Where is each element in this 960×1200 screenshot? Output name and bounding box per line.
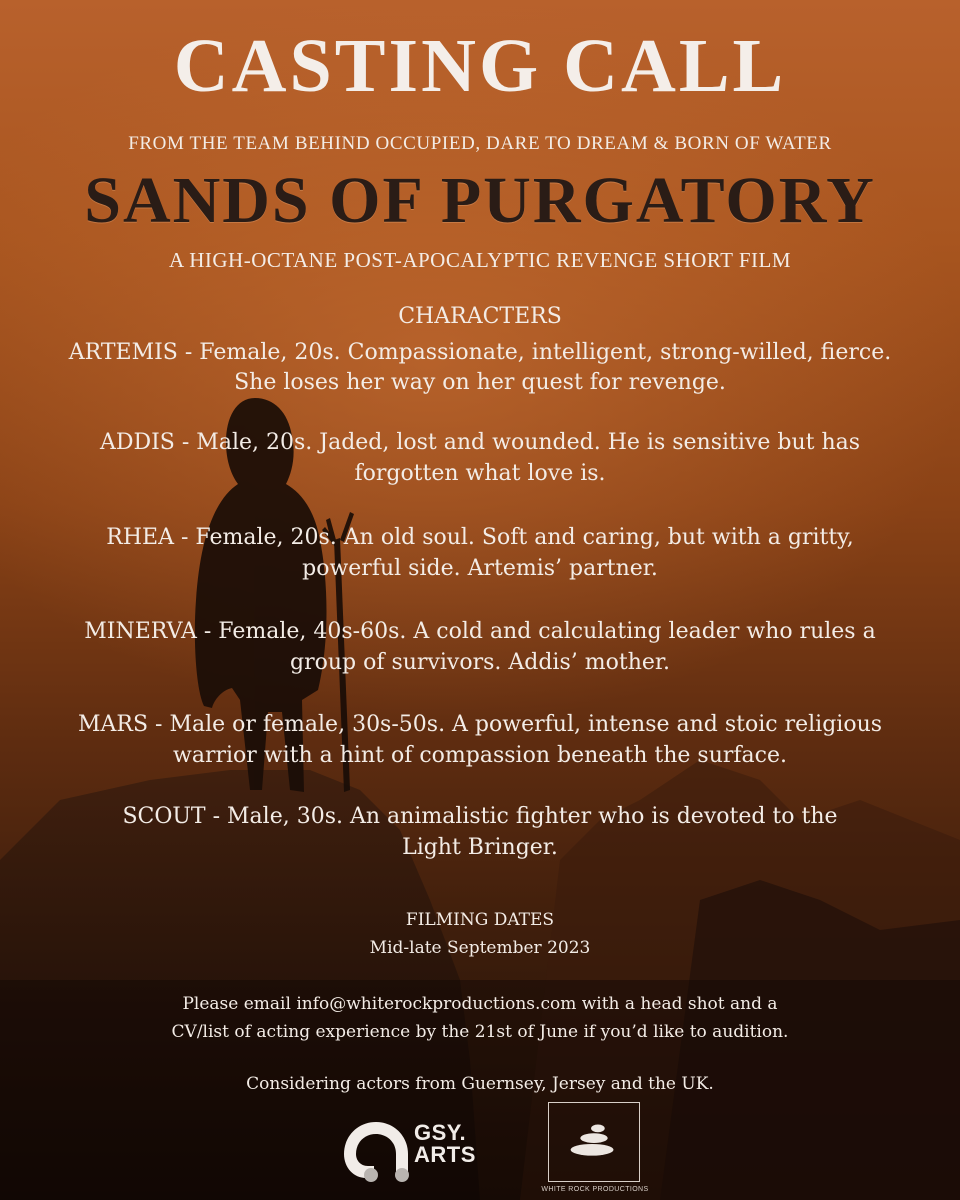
character-rhea-line-2: powerful side. Artemis’ partner.	[302, 556, 658, 581]
white-rock-productions-label: WHITE ROCK PRODUCTIONS	[541, 1186, 649, 1193]
character-minerva-line-2: group of survivors. Addis’ mother.	[290, 650, 670, 675]
team-credit-line: FROM THE TEAM BEHIND OCCUPIED, DARE TO DREAM & BORN OF WATER	[128, 133, 832, 154]
white-rock-logo-box	[548, 1102, 640, 1182]
apply-instructions-line-1: Please email info@whiterockproductions.com with a head shot and a	[182, 994, 778, 1014]
gsy-arts-wordmark	[414, 1122, 476, 1166]
gsy-arts-line-1: GSY.	[414, 1120, 467, 1145]
sponsor-logos	[0, 1102, 960, 1200]
character-scout-line-2: Light Bringer.	[402, 835, 558, 860]
film-title: SANDS OF PURGATORY	[84, 164, 876, 237]
film-tagline: A HIGH-OCTANE POST-APOCALYPTIC REVENGE SHORT FILM	[168, 248, 792, 272]
character-addis-line-1: ADDIS - Male, 20s. Jaded, lost and wounded. He is sensitive but has	[99, 430, 861, 455]
character-rhea-line-1: RHEA - Female, 20s. An old soul. Soft and caring, but with a gritty,	[106, 525, 854, 550]
character-scout-line-1: SCOUT - Male, 30s. An animalistic fighter who is devoted to the	[122, 804, 838, 829]
character-mars-line-1: MARS - Male or female, 30s-50s. A powerful, intense and stoic religious	[77, 712, 883, 737]
filming-dates-heading: FILMING DATES	[405, 910, 555, 930]
apply-instructions-line-2: CV/list of acting experience by the 21st of June if you’d like to audition.	[171, 1022, 789, 1042]
character-artemis-line-1: ARTEMIS - Female, 20s. Compassionate, intelligent, strong-willed, fierce.	[68, 340, 892, 365]
character-mars-line-2: warrior with a hint of compassion beneath the surface.	[173, 743, 787, 768]
character-artemis-line-2: She loses her way on her quest for revenge.	[234, 370, 726, 395]
character-minerva-line-1: MINERVA - Female, 40s-60s. A cold and calculating leader who rules a	[84, 619, 876, 644]
gsy-arts-line-2: ARTS	[414, 1142, 476, 1167]
casting-call-title: CASTING CALL	[173, 24, 787, 108]
characters-heading: CHARACTERS	[398, 304, 562, 329]
character-addis-line-2: forgotten what love is.	[354, 461, 606, 486]
eligibility-note: Considering actors from Guernsey, Jersey and the UK.	[246, 1074, 714, 1094]
filming-dates-value: Mid-late September 2023	[369, 938, 591, 958]
stacked-stones-icon	[549, 1103, 639, 1181]
